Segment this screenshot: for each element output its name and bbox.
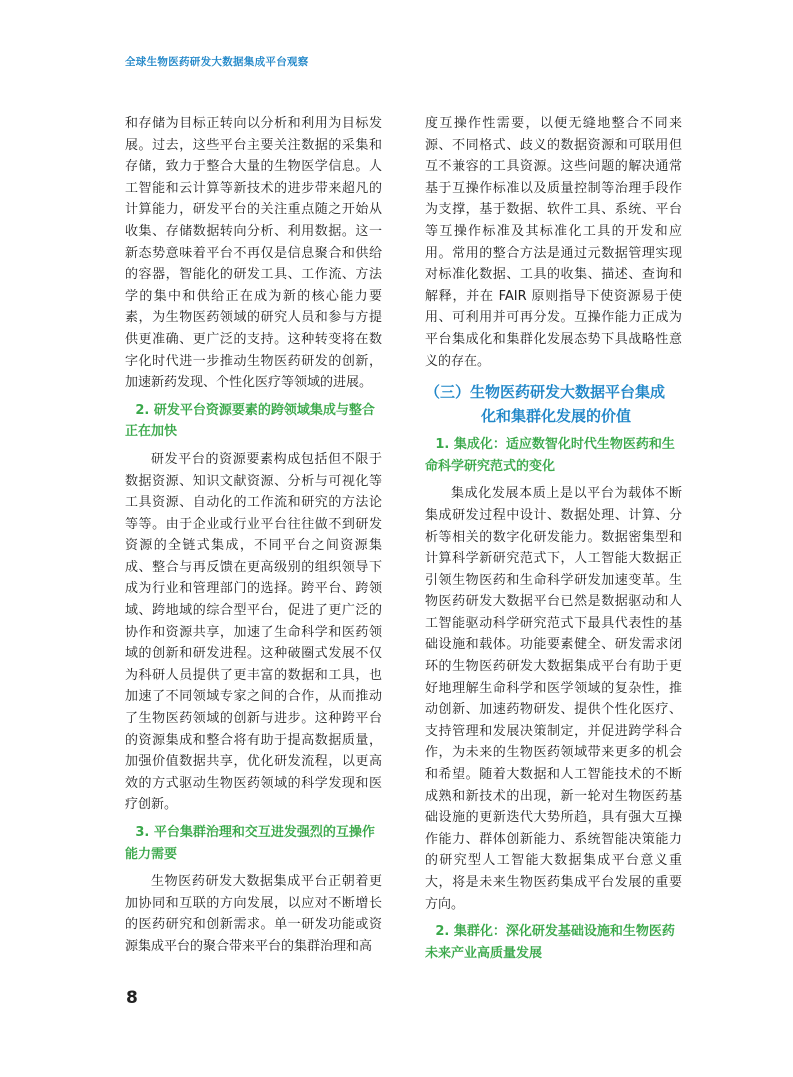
paragraph: 集成化发展本质上是以平台为载体不断集成研发过程中设计、数据处理、计算、分析等相关的数字化研发能力。数据密集型和计算科学新研究范式下，人工智能大数据正引领生物医药和生命科学研发加速变革。生物医药研发大数据平台已然是数据驱动和人工智能驱动科学研究范式下最具代表性的基础设施和载体。功能要素健全、研发需求闭环的生物医药研发大数据集成平台有助于更好地理解生命科学和医学领域的复杂性，推动创新、加速药物研发、提供个性化医疗、支持管理和发展决策制定，并促进跨学科合作，为未来的生物医药领域带来更多的机会和希望。随着大数据和人工智能技术的不断成熟和新技术的出现，新一轮对生物医药基础设施的更新迭代大势所趋，具有强大互操作能力、群体创新能力、系统智能决策能力的研究型人工智能大数据集成平台意义重大，将是未来生物医药集成平台发展的重要方向。 — [425, 486, 682, 912]
subheading: 2. 研发平台资源要素的跨领域集成与整合正在加快 — [125, 402, 375, 440]
section-heading-line1: （三）生物医药研发大数据平台集成 — [425, 383, 666, 402]
subheading: 2. 集群化：深化研发基础设施和生物医药未来产业高质量发展 — [425, 924, 675, 961]
section-heading — [425, 380, 682, 428]
paragraph: 和存储为目标正转向以分析和利用为目标发展。过去，这些平台主要关注数据的采集和存储，致力于整合大量的生物医学信息。人工智能和云计算等新技术的进步带来超凡的计算能力，研发平台的关注重点随之开始从收集、存储数据转向分析、利用数据。这一新态势意味着平台不再仅是信息聚合和供给的容器，智能化的研发工具、工作流、方法学的集中和供给正在成为新的核心能力要素，为生物医药领域的研究人员和参与方提供更准确、更广泛的支持。这种转变将在数字化时代进一步推动生物医药研发的创新，加速新药发现、个性化医疗等领域的进展。 — [125, 116, 382, 391]
paragraph: 生物医药研发大数据集成平台正朝着更加协同和互联的方向发展，以应对不断增长的医药研究和创新需求。单一研发功能或资源集成平台的聚合带来平台的集群治理和高 — [125, 874, 382, 954]
running-header: 全球生物医药研发大数据集成平台观察 — [125, 56, 309, 68]
paragraph: 度互操作性需要，以便无缝地整合不同来源、不同格式、歧义的数据资源和可联用但互不兼容的工具资源。这些问题的解决通常基于互操作标准以及质量控制等治理手段作为支撑，基于数据、软件工具、系统、平台等互操作标准及其标准化工具的开发和应用。常用的整合方法是通过元数据管理实现对标准化数据、工具的收集、描述、查询和解释，并在 FAIR 原则指导下使资源易于使用、可利用并可再分发。互操作能力正成为平台集成化和集群化发展态势下具战略性意义的存在。 — [425, 116, 682, 369]
subheading: 1. 集成化：适应数智化时代生物医药和生命科学研究范式的变化 — [425, 437, 675, 474]
paragraph: 研发平台的资源要素构成包括但不限于数据资源、知识文献资源、分析与可视化等工具资源、自动化的工作流和研究的方法论等等。由于企业或行业平台往往做不到研发资源的全链式集成，不同平台之间资源集成、整合与再反馈在更高级别的组织领导下成为行业和管理部门的选择。跨平台、跨领域、跨地域的综合型平台，促进了更广泛的协作和资源共享，加速了生命科学和医药领域的创新和研发进程。这种破圈式发展不仅为科研人员提供了更丰富的数据和工具，也加速了不同领域专家之间的合作，从而推动了生物医药领域的创新与进步。这种跨平台的资源集成和整合将有助于提高数据质量，加强价值数据共享，优化研发流程，以更高效的方式驱动生物医药领域的科学发现和医疗创新。 — [125, 451, 382, 813]
left-column — [125, 113, 382, 958]
subheading: 3. 平台集群治理和交互进发强烈的互操作能力需要 — [125, 825, 375, 862]
page-number: 8 — [126, 988, 138, 1008]
section-heading-line2: 化和集群化发展的价值 — [481, 407, 632, 426]
right-column — [425, 113, 682, 970]
